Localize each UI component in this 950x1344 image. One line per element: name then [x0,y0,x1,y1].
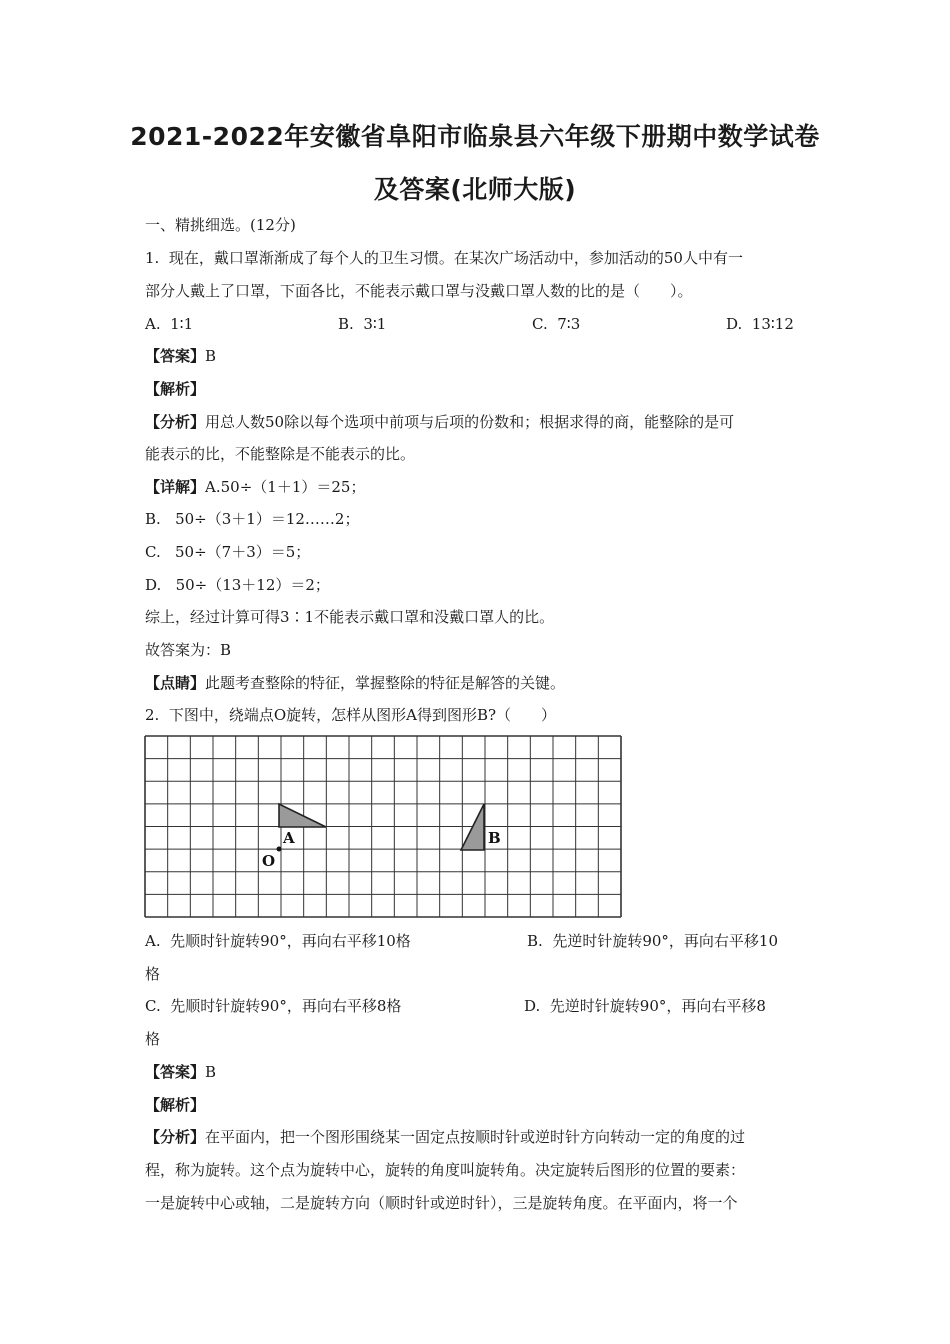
q1-fenxi-line1 [145,412,734,432]
q1-stem-line1: 1. 现在，戴口罩渐渐成了每个人的卫生习惯。在某次广场活动中，参加活动的50人中有一 [145,249,743,267]
q1-option-d: D. 13∶12 [726,315,794,333]
q2-fenxi-line3: 一是旋转中心或轴，二是旋转方向（顺时针或逆时针），三是旋转角度。在平面内，将一个 [145,1194,738,1212]
q2-analysis-heading: 【解析】 [145,1096,206,1114]
q2-option-a: A. 先顺时针旋转90°，再向右平移10格 [145,932,411,950]
point-o-dot [277,847,282,852]
q2-answer-value: B [205,1063,217,1081]
q2-stem: 2. 下图中，绕端点O旋转，怎样从图形A得到图形B?（ ） [145,706,557,724]
q1-answer-tag: 【答案】 [145,347,206,365]
q1-option-b: B. 3∶1 [338,315,387,333]
q1-fenxi-tag: 【分析】 [145,413,206,431]
q1-detail-line1 [145,477,365,497]
q1-answer-value: B [205,347,217,365]
q2-fenxi-line2: 程，称为旋转。这个点为旋转中心，旋转的角度叫旋转角。决定旋转后图形的位置的要素： [145,1161,746,1179]
q2-option-wrap-2: 格 [145,1030,161,1048]
q1-calc-b: B. 50÷（3＋1）＝12……2； [145,510,360,528]
q2-answer [145,1062,216,1082]
q1-dianjing [145,673,565,693]
doc-title-line2: 及答案(北师大版) [373,175,577,204]
q1-answer [145,346,216,366]
shape-a-triangle [279,804,326,827]
grid-lines [145,736,621,917]
q2-fenxi-text1: 在平面内，把一个图形围绕某一固定点按顺时针或逆时针方向转动一定的角度的过 [205,1128,746,1146]
rotation-grid-figure [144,735,622,918]
q1-summary: 综上，经过计算可得3∶1不能表示戴口罩和没戴口罩人的比。 [145,608,555,626]
label-b: B [488,829,501,847]
q1-detail-text1: A.50÷（1＋1）＝25； [205,478,366,496]
q1-dianjing-tag: 【点睛】 [145,674,206,692]
label-o: O [262,852,276,870]
q1-detail-tag: 【详解】 [145,478,206,496]
section-heading: 一、精挑细选。(12分) [145,216,296,234]
q2-option-d: D. 先逆时针旋转90°，再向右平移8 [524,997,766,1015]
q1-dianjing-text: 此题考查整除的特征，掌握整除的特征是解答的关键。 [205,674,566,692]
label-a: A [283,829,295,847]
q1-calc-d: D. 50÷（13＋12）＝2； [145,576,330,594]
q2-fenxi-line1 [145,1127,745,1147]
q2-fenxi-tag: 【分析】 [145,1128,206,1146]
q1-analysis-heading: 【解析】 [145,380,206,398]
q2-option-c: C. 先顺时针旋转90°，再向右平移8格 [145,997,402,1015]
q2-option-b: B. 先逆时针旋转90°，再向右平移10 [527,932,779,950]
q1-stem-line2: 部分人戴上了口罩，下面各比，不能表示戴口罩与没戴口罩人数的比的是（ ）。 [145,282,693,300]
q2-answer-tag: 【答案】 [145,1063,206,1081]
q1-fenxi-line2: 能表示的比，不能整除是不能表示的比。 [145,445,416,463]
q1-fenxi-text1: 用总人数50除以每个选项中前项与后项的份数和；根据求得的商，能整除的是可 [205,413,735,431]
q1-option-a: A. 1∶1 [145,315,194,333]
q2-option-wrap-1: 格 [145,965,161,983]
q1-option-c: C. 7∶3 [532,315,581,333]
q1-calc-c: C. 50÷（7＋3）＝5； [145,543,311,561]
doc-title-line1: 2021-2022年安徽省阜阳市临泉县六年级下册期中数学试卷 [130,122,820,151]
q1-final: 故答案为：B [145,641,232,659]
